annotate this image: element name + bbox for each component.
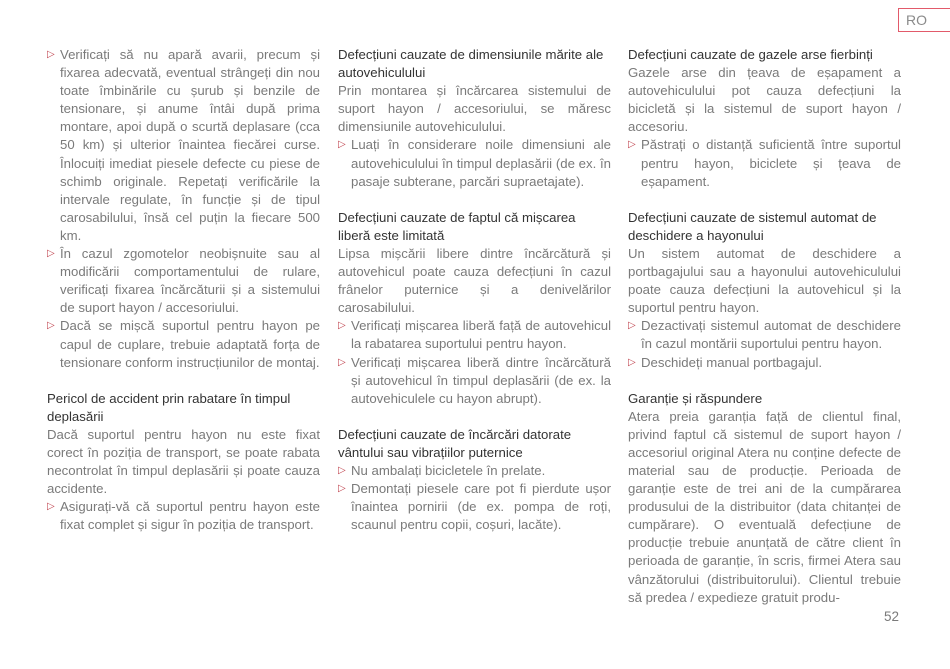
bullet-item-text: Păstrați o distanță suficientă între suportul pentru hayon, biciclete și țeava de eșapament. [641,137,901,189]
section-paragraph: Un sistem automat de deschidere a portbagajului sau a hayonului autovehiculului poate cauza defecțiuni la autovehicul și la suportul pentru hayon. [628,245,901,316]
triangle-bullet-icon: ▷ [47,501,55,513]
bullet-item-text: Nu ambalați bicicletele în prelate. [351,462,546,478]
bullet-item-text: Dacă se mișcă suportul pentru hayon pe capul de cuplare, trebuie adaptată forța de tensionare conform instrucțiunilor de montaj. [60,318,320,370]
column-middle [338,46,611,534]
triangle-bullet-icon: ▷ [628,356,636,368]
bullet-item [338,354,611,408]
bullet-item-text: Deschideți manual portbagajul. [641,354,823,370]
section-heading-free-movement: Defecțiuni cauzate de faptul că mișcarea liberă este limitată [338,209,576,243]
bullet-item [338,462,611,480]
bullet-item-text: Luați în considerare noile dimensiuni ale autovehiculului în timpul deplasării (de ex. în pasaje subterane, parcări supraetajate). [351,137,611,189]
bullet-item [628,354,901,372]
section-heading-dimensions: Defecțiuni cauzate de dimensiunile mărite ale autovehiculului [338,47,604,81]
triangle-bullet-icon: ▷ [338,356,346,368]
bullet-item-text: Verificați mișcarea liberă față de autovehicul la rabatarea suportului pentru hayon. [351,318,611,352]
bullet-item [47,245,320,317]
bullet-item-text: În cazul zgomotelor neobișnuite sau al modificării comportamentului de rulare, verificați fixarea încărcăturii și a sistemului de suport hayon / accesoriului. [60,246,320,316]
section-heading-tailgate: Defecțiuni cauzate de sistemul automat de deschidere a hayonului [628,209,877,243]
bullet-list [47,498,320,534]
bullet-list [338,317,611,407]
bullet-item-text: Dezactivați sistemul automat de deschidere în cazul montării suportului pentru hayon. [641,318,901,352]
bullet-list [338,462,611,534]
section-paragraph: Atera preia garanția față de clientul final, privind faptul că sistemul de suport hayon / accesoriul original Atera nu conține defecte de material sau de producție. Perioada de garanție este de trei ani de la cumpărarea produsului de la distribuitor (data chitanței de cumpărare). O eventuală defecțiune de producție trebuie anunțată de către client în perioada de garanție, în scris, firmei Atera sau vânzătorului (distribuitorului). Clientul trebuie să predea / expedieze gratuit produ- [628,408,901,605]
section-heading-accident: Pericol de accident prin rabatare în timpul deplasării [47,390,291,424]
triangle-bullet-icon: ▷ [338,464,346,476]
bullet-item [47,498,320,534]
bullet-item [47,46,320,245]
bullet-item [47,317,320,371]
section-paragraph: Prin montarea și încărcarea sistemului de suport hayon / accesoriului, se măresc dimensiunile autovehiculului. [338,83,611,135]
bullet-item [628,317,901,353]
column-left [47,46,320,534]
bullet-list [628,317,901,371]
section-paragraph: Lipsa mișcării libere dintre încărcătură și autovehicul poate cauza defecțiuni în cazul frânelor puternice și a denivelărilor carosabilului. [338,245,611,316]
bullet-item [338,136,611,190]
section-heading-warranty: Garanție și răspundere [628,390,763,406]
bullet-item [628,136,901,190]
triangle-bullet-icon: ▷ [338,483,346,495]
triangle-bullet-icon: ▷ [628,139,636,151]
bullet-item [338,480,611,534]
bullet-item-text: Asigurați-vă că suportul pentru hayon este fixat complet și sigur în poziția de transport. [60,499,320,533]
triangle-bullet-icon: ▷ [47,248,55,260]
bullet-list [47,46,320,372]
triangle-bullet-icon: ▷ [628,320,636,332]
triangle-bullet-icon: ▷ [338,320,346,332]
page-number: 52 [884,609,900,624]
section-heading-wind: Defecțiuni cauzate de încărcări datorate vântului sau vibrațiilor puternice [338,426,572,460]
triangle-bullet-icon: ▷ [338,139,346,151]
language-badge: RO [898,8,950,32]
bullet-item-text: Demontați piesele care pot fi pierdute ușor înaintea pornirii (de ex. pompa de roți, scaunul pentru copii, coșuri, lacăte). [351,481,611,533]
bullet-item-text: Verificați mișcarea liberă dintre încărcătură și autovehicul în timpul deplasării (de ex. la autovehiculele cu hayon abrupt). [351,354,611,406]
section-paragraph: Dacă suportul pentru hayon nu este fixat corect în poziția de transport, se poate rabata necontrolat în timpul deplasării și poate cauza accidente. [47,426,320,497]
section-heading-exhaust: Defecțiuni cauzate de gazele arse fierbinți [628,47,873,62]
triangle-bullet-icon: ▷ [47,320,55,332]
bullet-item-text: Verificați să nu apară avarii, precum și fixarea adecvată, eventual strângeți din nou toate îmbinările cu șurub și benzile de tensionare, și anume întâi după prima montare, apoi după o scurtă deplasare (cca 50 km) și ulterior înaintea fiecărei curse. Înlocuiți imediat piesele defecte cu piese de schimb originale. Repetați verificările la intervale regulate, în funcție și de tipul carosabilului, însă cel puțin la fiecare 500 km. [60,47,320,243]
bullet-list [628,136,901,190]
column-right [628,46,901,607]
bullet-item [338,317,611,353]
section-paragraph: Gazele arse din țeava de eșapament a autovehiculului pot cauza defecțiuni la bicicletă și la sistemul de suport hayon / accesoriu. [628,65,901,135]
bullet-list [338,136,611,190]
triangle-bullet-icon: ▷ [47,49,55,60]
